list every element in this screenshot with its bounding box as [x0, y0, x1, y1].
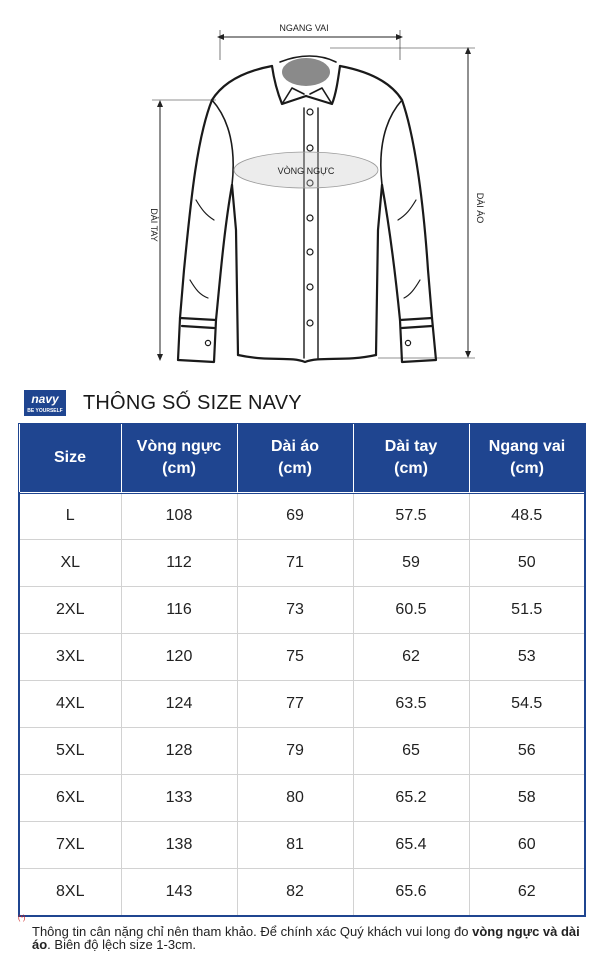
header-label: Vòng ngực [136, 438, 222, 455]
logo-tagline: BE YOURSELF [27, 408, 63, 414]
chest-label: VÒNG NGỰC [277, 166, 335, 176]
table-row [19, 587, 585, 634]
cell-chest: 128 [121, 728, 237, 775]
cell-size: 3XL [19, 634, 121, 681]
cell-length: 81 [237, 822, 353, 869]
cell-chest: 143 [121, 869, 237, 917]
cell-sleeve: 65 [353, 728, 469, 775]
collar-shade [282, 58, 330, 86]
header-label: Dài áo [270, 438, 319, 455]
table-header-row [19, 424, 585, 493]
shirt-illustration [0, 0, 600, 375]
cell-sleeve: 63.5 [353, 681, 469, 728]
cell-length: 79 [237, 728, 353, 775]
cell-length: 69 [237, 493, 353, 540]
header-size [19, 424, 121, 493]
cell-length: 75 [237, 634, 353, 681]
table-row [19, 822, 585, 869]
navy-logo [20, 388, 70, 418]
table-row [19, 634, 585, 681]
size-table [18, 423, 586, 917]
cell-size: 2XL [19, 587, 121, 634]
header-shoulder [469, 424, 585, 493]
cell-shoulder: 54.5 [469, 681, 585, 728]
header-unit: (cm) [162, 460, 196, 477]
header-sleeve [353, 424, 469, 493]
cell-chest: 133 [121, 775, 237, 822]
cell-chest: 124 [121, 681, 237, 728]
cell-length: 73 [237, 587, 353, 634]
cell-chest: 116 [121, 587, 237, 634]
footnote-emphasis: vòng ngực và dài áo [32, 924, 580, 952]
cell-shoulder: 62 [469, 869, 585, 917]
header-chest [121, 424, 237, 493]
shirt-icon [178, 56, 436, 362]
cell-sleeve: 65.4 [353, 822, 469, 869]
cell-shoulder: 51.5 [469, 587, 585, 634]
cell-sleeve: 59 [353, 540, 469, 587]
cell-size: 5XL [19, 728, 121, 775]
cell-size: 8XL [19, 869, 121, 917]
cell-length: 82 [237, 869, 353, 917]
cell-length: 77 [237, 681, 353, 728]
footnote-mark: (*) [18, 915, 26, 922]
header-label: Ngang vai [488, 438, 566, 455]
table-row [19, 775, 585, 822]
length-label: DÀI ÁO [475, 192, 485, 224]
cell-sleeve: 60.5 [353, 587, 469, 634]
header-label: Size [53, 449, 86, 466]
sleeve-label: DÀI TAY [149, 208, 159, 242]
table-row [19, 493, 585, 540]
cell-chest: 138 [121, 822, 237, 869]
table-row [19, 728, 585, 775]
footnote-text-end: . Biên độ lệch size 1-3cm. [47, 937, 197, 952]
cell-shoulder: 50 [469, 540, 585, 587]
cell-length: 71 [237, 540, 353, 587]
logo-text: navy [31, 392, 59, 406]
table-row [19, 540, 585, 587]
cell-chest: 120 [121, 634, 237, 681]
footnote-text: Thông tin cân nặng chỉ nên tham khảo. Để chính xác Quý khách vui long đo [32, 924, 473, 939]
cell-size: XL [19, 540, 121, 587]
header-unit: (cm) [510, 460, 544, 477]
cell-shoulder: 58 [469, 775, 585, 822]
footnote [32, 925, 592, 951]
cell-length: 80 [237, 775, 353, 822]
cell-size: 7XL [19, 822, 121, 869]
cell-sleeve: 65.2 [353, 775, 469, 822]
cell-shoulder: 53 [469, 634, 585, 681]
brand-header [20, 386, 580, 422]
shoulder-label: NGANG VAI [279, 23, 329, 33]
shirt-measurement-diagram [0, 0, 600, 375]
page-title: THÔNG SỐ SIZE NAVY [83, 392, 302, 414]
cell-chest: 108 [121, 493, 237, 540]
cell-shoulder: 48.5 [469, 493, 585, 540]
cell-shoulder: 56 [469, 728, 585, 775]
header-unit: (cm) [278, 460, 312, 477]
cell-sleeve: 57.5 [353, 493, 469, 540]
cell-size: 4XL [19, 681, 121, 728]
cell-size: 6XL [19, 775, 121, 822]
header-unit: (cm) [394, 460, 428, 477]
cell-shoulder: 60 [469, 822, 585, 869]
cell-chest: 112 [121, 540, 237, 587]
cell-sleeve: 65.6 [353, 869, 469, 917]
header-length [237, 424, 353, 493]
cell-sleeve: 62 [353, 634, 469, 681]
table-row [19, 869, 585, 917]
cell-size: L [19, 493, 121, 540]
header-label: Dài tay [384, 438, 438, 455]
table-row [19, 681, 585, 728]
